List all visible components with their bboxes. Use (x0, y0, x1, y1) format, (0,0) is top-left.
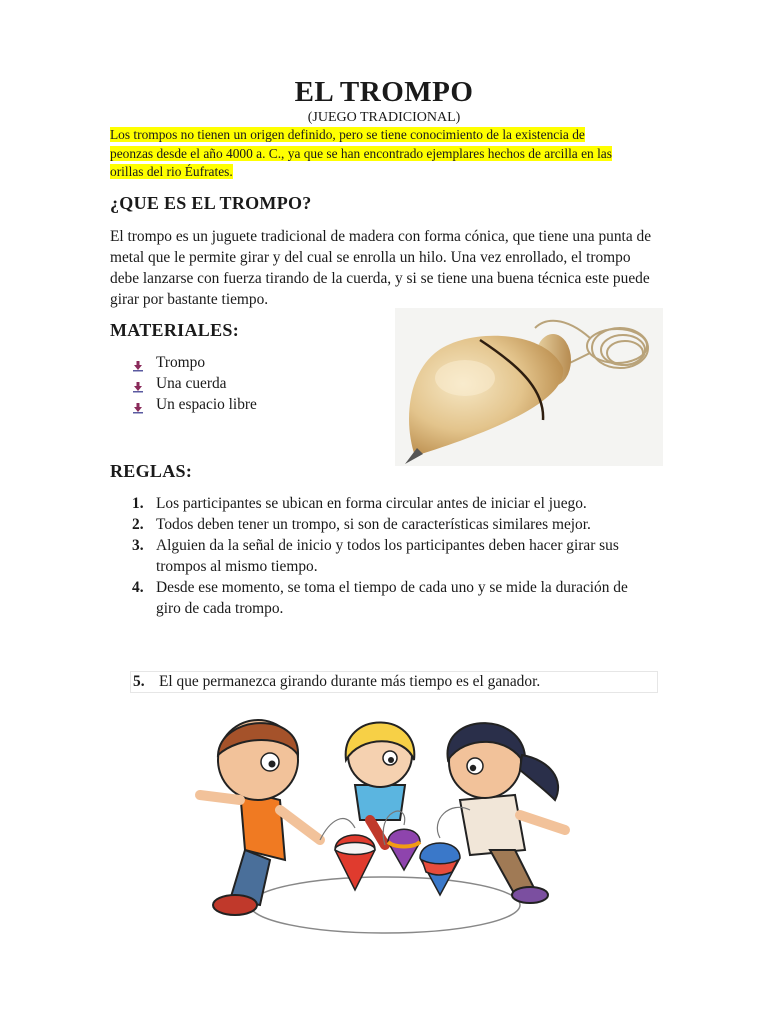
que-es-heading: ¿QUE ES EL TROMPO? (110, 193, 312, 213)
list-item (132, 373, 257, 394)
rule-text: Alguien da la señal de inicio y todos los participantes deben hacer girar sus trompos al mismo tiempo. (156, 537, 619, 575)
material-label: Un espacio libre (156, 396, 257, 413)
rule-text: Los participantes se ubican en forma circular antes de iniciar el juego. (156, 495, 587, 512)
kids-playing-image (170, 700, 600, 940)
arrow-bullet-icon (132, 399, 144, 411)
rule-number: 4. (132, 579, 144, 596)
rule-number: 5. (133, 673, 145, 690)
rule-number: 2. (132, 516, 144, 533)
rule-text: Desde ese momento, se toma el tiempo de cada uno y se mide la duración de giro de cada trompo. (156, 579, 628, 617)
page-title: EL TROMPO (294, 76, 474, 108)
list-item (132, 352, 257, 373)
list-item (132, 394, 257, 415)
intro-highlighted-text: Los trompos no tienen un origen definido, pero se tiene conocimiento de la existencia de peonzas desde el año 4000 a. C., ya que se han encontrado ejemplares hechos de arcilla en las orillas del rio Éufrates. (110, 127, 612, 179)
reglas-list (132, 493, 652, 619)
que-es-paragraph: El trompo es un juguete tradicional de madera con forma cónica, que tiene una punta de metal que le permite girar y del cual se enrolla un hilo. Una vez enrollado, el trompo debe lanzarse con fuerza tirando de la cuerda, y si se tiene una buena técnica este puede girar por bastante tiempo. (110, 228, 652, 308)
list-item (132, 493, 652, 514)
materiales-list (132, 352, 257, 415)
rule-text: Todos deben tener un trompo, si son de características similares mejor. (156, 516, 591, 533)
list-item (132, 514, 652, 535)
rule-number: 3. (132, 537, 144, 554)
wooden-top-image (395, 308, 663, 466)
rule-5-box (130, 671, 658, 693)
reglas-heading: REGLAS: (110, 461, 193, 481)
material-label: Una cuerda (156, 375, 227, 392)
material-label: Trompo (156, 354, 206, 371)
intro-paragraph (110, 126, 630, 182)
arrow-bullet-icon (132, 378, 144, 390)
page-subtitle: (JUEGO TRADICIONAL) (307, 110, 461, 125)
rule-number: 1. (132, 495, 144, 512)
materiales-heading: MATERIALES: (110, 320, 239, 340)
rule-text: El que permanezca girando durante más tiempo es el ganador. (159, 673, 541, 690)
list-item (132, 535, 652, 577)
list-item (132, 577, 652, 619)
arrow-bullet-icon (132, 357, 144, 369)
